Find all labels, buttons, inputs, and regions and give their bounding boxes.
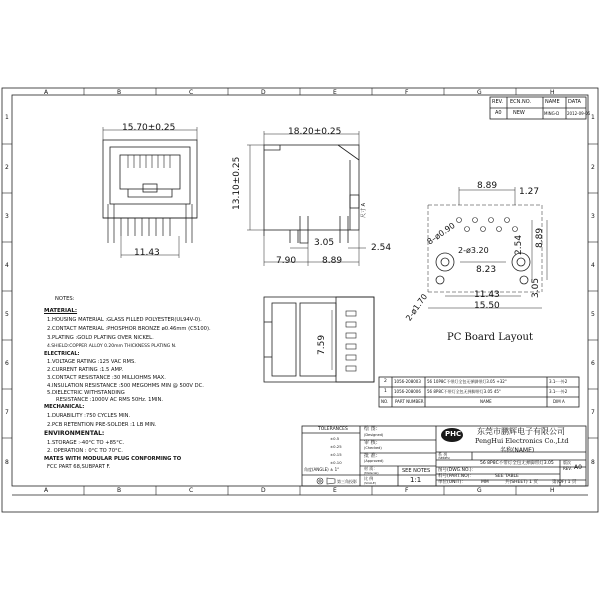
- dim-pcb-823: 8.23: [476, 265, 497, 275]
- grid-col-c-bottom: C: [189, 487, 194, 494]
- scale-en: (SCALE): [364, 481, 376, 485]
- dim-front-width: 15.70±0.25: [122, 123, 176, 133]
- dim-pcb-d320: 2-ø3.20: [458, 246, 489, 255]
- scale-label: 比 例: [364, 476, 374, 481]
- dim-side-305: 3.05: [314, 238, 335, 248]
- notes-electrical-1: 1.VOLTAGE RATING :125 VAC RMS.: [47, 359, 136, 365]
- notes-environmental-2: 2. OPERATION : 0°C TO 70°C.: [47, 448, 123, 454]
- draw-label: 绘 图：: [364, 426, 381, 432]
- dim-side-254: 2.54: [371, 243, 392, 253]
- part-row-1-dim: 3.1-一外2: [549, 379, 568, 384]
- dim-side-889: 8.89: [322, 256, 343, 266]
- grid-col-a: A: [44, 89, 49, 96]
- dim-pcb-254: 2.54: [514, 234, 524, 255]
- grid-col-e-bottom: E: [333, 487, 337, 494]
- grid-row-6: 6: [5, 360, 9, 367]
- notes-material-2: 2.CONTACT MATERIAL :PHOSPHOR BRONZE ø0.46mm (C5100).: [47, 326, 211, 332]
- part-row-2-dim: 3.1-一外2: [549, 389, 568, 394]
- dim-side-note: 尺寸 A: [361, 202, 367, 218]
- grid-col-e: E: [333, 89, 337, 96]
- dim-pcb-1143: 11.43: [474, 290, 500, 300]
- logo-text: PHC: [445, 430, 462, 438]
- approve-label: 批 准：: [364, 453, 381, 459]
- grid-col-b: B: [117, 89, 122, 96]
- rev-date-value: 2012-09-05: [567, 111, 591, 116]
- grid-row-4: 4: [5, 262, 9, 269]
- grid-col-g: G: [477, 89, 482, 96]
- dim-front-pin-span: 11.43: [134, 248, 160, 258]
- of-label: 第(OF) 1 页: [552, 480, 577, 485]
- sheet-label: 共(SHEET) 1 页: [505, 480, 538, 485]
- front-view: [103, 127, 197, 258]
- rev-header-data: DATA: [568, 99, 581, 105]
- rev-name-value: MING-D: [544, 111, 560, 116]
- dim-side-790: 7.90: [276, 256, 297, 266]
- grid-row-3: 3: [5, 213, 9, 220]
- notes-material-3: 3.PLATING :GOLD PLATING OVER NICKEL.: [47, 335, 154, 341]
- tol-row-2: ±0.25: [330, 444, 342, 449]
- notes-electrical-2: 2.CURRENT RATING :1.5 AMP.: [47, 367, 123, 373]
- notes-material-head: MATERIAL:: [44, 308, 78, 314]
- notes-title: NOTES:: [55, 296, 75, 302]
- dim-side-height: 13.10±0.25: [232, 156, 242, 210]
- check-label: 审 核：: [364, 440, 381, 446]
- rev-value: A0: [495, 110, 502, 116]
- dim-bottom-759: 7.59: [317, 334, 327, 355]
- grid-col-g-bottom: G: [477, 487, 482, 494]
- grid-row-2: 2: [5, 164, 9, 171]
- part-row-1-name: 56 10P8C不带灯全包无弹脚带灯3.05 +32°: [427, 379, 507, 384]
- part-no-label: 料号(PART.NO)：: [438, 474, 474, 479]
- rev-label: 版次: [563, 460, 571, 465]
- part-no-value: SEE TABLE: [495, 474, 519, 479]
- grid-row-6-right: 6: [591, 360, 595, 367]
- tol-row-1: ±0.5: [330, 436, 340, 441]
- unit-label: 单位(UNIT)：: [438, 480, 466, 485]
- angle-tolerance: 角度(ANGLE) ± 1°: [304, 467, 340, 472]
- notes-mechanical-head: MECHANICAL:: [44, 404, 85, 410]
- grid-row-1: 1: [5, 114, 9, 121]
- notes-mechanical-2: 2.PCB RETENTION PRE-SOLDER :1 LB MIN.: [47, 422, 157, 428]
- grid-row-8: 8: [5, 459, 9, 466]
- part-footer-pn: PART NUMBER: [395, 399, 424, 404]
- grid-row-5: 5: [5, 311, 9, 318]
- notes-electrical-3: 3.CONTACT RESISTANCE :30 MILLIOHMS MAX.: [47, 375, 166, 381]
- part-footer-no: NO.: [381, 399, 389, 404]
- grid-row-1-right: 1: [591, 114, 595, 121]
- rev-title-value: A0: [574, 464, 582, 471]
- side-view: [247, 131, 366, 266]
- dwg-label: 图号(DWG.NO.)：: [438, 468, 476, 473]
- grid-row-8-right: 8: [591, 459, 595, 466]
- grid-row-4-right: 4: [591, 262, 595, 269]
- dim-pcb-889-right: 8.89: [535, 227, 545, 248]
- approve-en: (Approved): [364, 459, 384, 463]
- notes-environmental-4: FCC PART 68,SUBPART F.: [47, 464, 111, 470]
- see-notes: SEE NOTES: [402, 468, 431, 474]
- notes-environmental-head: ENVIRONMENTAL:: [44, 430, 105, 437]
- grid-col-f-bottom: F: [405, 487, 409, 494]
- notes-material-4: 4.SHIELD:COPPER ALLOY 0.20mm THICKNESS PLATING N.: [47, 344, 177, 349]
- dim-pcb-1550: 15.50: [474, 301, 500, 311]
- tol-row-3: ±0.15: [330, 452, 342, 457]
- part-row-2-no: 1: [384, 389, 387, 394]
- draw-en: (Designed): [364, 433, 384, 437]
- rev-ecn-value: NEW: [513, 110, 525, 116]
- dim-pcb-305: 3.05: [531, 277, 541, 298]
- scale-value: 1:1: [410, 476, 422, 484]
- unit-value: MM: [481, 480, 489, 485]
- grid-col-d: D: [261, 89, 266, 96]
- series-en: (SERIES): [438, 456, 451, 460]
- projection-label: 第三角投影: [337, 479, 357, 484]
- material-label: 材 质：: [364, 466, 378, 471]
- notes-electrical-5: 5.DIELECTRIC WITHSTANDING: [47, 390, 125, 396]
- grid-col-f: F: [405, 89, 409, 96]
- grid-row-7: 7: [5, 409, 9, 416]
- grid-row-2-right: 2: [591, 164, 595, 171]
- series-label: 系 列: [438, 452, 448, 457]
- notes-environmental-3: MATES WITH MODULAR PLUG CONFORMING TO: [44, 456, 182, 462]
- rev-header-name: NAME: [545, 99, 560, 105]
- grid-col-h-bottom: H: [550, 487, 555, 494]
- grid-col-c: C: [189, 89, 194, 96]
- projection-symbol: [317, 478, 335, 484]
- rev-en: REV.: [563, 466, 572, 471]
- part-row-2-name: 56 8P8C不带灯全包无弹脚带灯3.05 45°: [427, 389, 501, 394]
- notes-environmental-1: 1.STORAGE :-40°C TO +85°C.: [47, 440, 125, 446]
- notes-electrical-head: ELECTRICAL:: [44, 351, 80, 357]
- grid-col-b-bottom: B: [117, 487, 122, 494]
- rev-header-rev: REV.: [492, 99, 503, 105]
- rev-header-ecn: ECN.NO.: [510, 99, 532, 105]
- grid-col-d-bottom: D: [261, 487, 266, 494]
- check-en: (Checked): [364, 446, 382, 450]
- name-label: 名称(NAME): [500, 447, 535, 454]
- dim-pcb-d090: 8–ø0.90: [425, 220, 457, 247]
- notes-electrical-6: RESISTANCE :1000V AC RMS 50Hz. 1MIN.: [56, 397, 163, 403]
- tol-row-4: ±0.10: [330, 460, 342, 465]
- part-row-1-no: 2: [384, 379, 387, 384]
- tolerances-label: TOLERANCES: [318, 427, 348, 432]
- notes-material-1: 1.HOUSING MATERIAL :GLASS FILLED POLYESTER(UL94V-0).: [47, 317, 202, 323]
- grid-col-h: H: [550, 89, 555, 96]
- grid-row-3-right: 3: [591, 213, 595, 220]
- dim-pcb-127: 1.27: [519, 187, 540, 197]
- material-en: (Material): [364, 471, 379, 475]
- dim-side-length: 18.20±0.25: [288, 127, 342, 137]
- part-row-2-pn: 1056-208006: [394, 389, 421, 394]
- grid-row-5-right: 5: [591, 311, 595, 318]
- company-name-en: PengHui Electronics Co.,Ltd: [475, 437, 569, 445]
- part-footer-name: NAME: [480, 399, 492, 404]
- part-row-1-pn: 1056-208003: [394, 379, 421, 384]
- product-name: 56 8P8C不带灯全包无弹脚带灯3.05: [480, 461, 554, 466]
- notes-electrical-4: 4.INSULATION RESISTANCE :500 MEGOHMS MIN @ 500V DC.: [47, 383, 204, 389]
- dim-pcb-889-top: 8.89: [477, 181, 498, 191]
- grid-col-a-bottom: A: [44, 487, 49, 494]
- company-name-cn: 东莞市鹏辉电子有限公司: [477, 427, 565, 436]
- grid-row-7-right: 7: [591, 409, 595, 416]
- notes-mechanical-1: 1.DURABILITY :750 CYCLES MIN.: [47, 413, 131, 419]
- part-footer-dim: DIM A: [553, 399, 565, 404]
- dim-pcb-d170: 2-ø1.70: [404, 292, 430, 323]
- pcb-layout-title: PC Board Layout: [447, 332, 533, 343]
